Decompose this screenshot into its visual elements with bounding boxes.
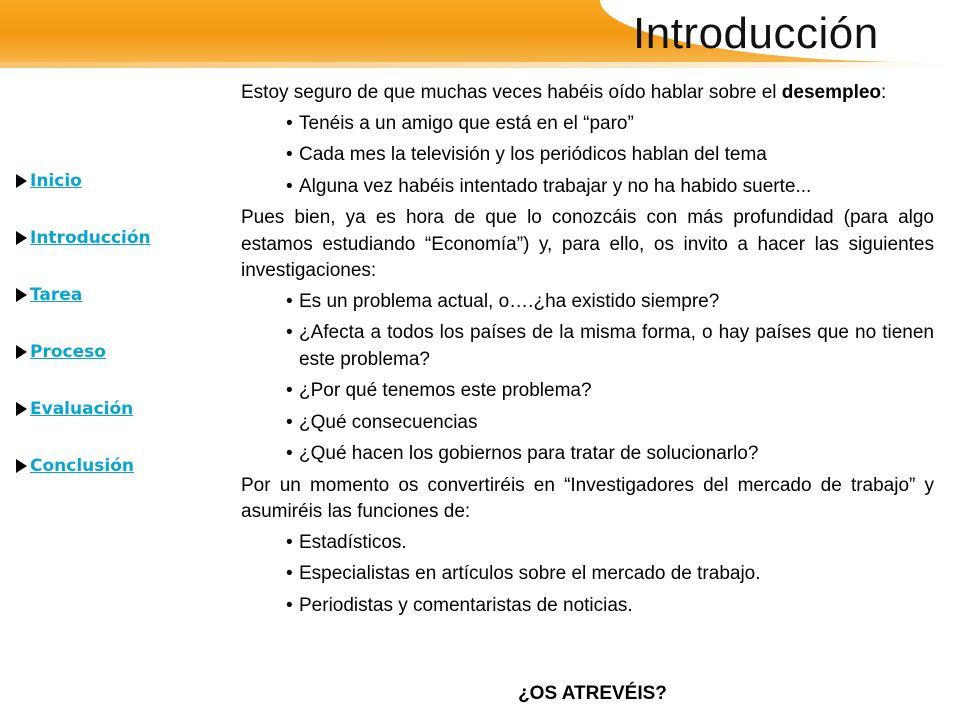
questions-list bbox=[241, 289, 934, 468]
list-item-text: • Alguna vez habéis intentado trabajar y no ha habido suerte... bbox=[299, 175, 812, 197]
arrow-bullet-icon bbox=[16, 231, 27, 245]
list-item-text: • Tenéis a un amigo que está en el “paro” bbox=[299, 112, 634, 134]
nav-link-evaluacion[interactable]: Evaluación bbox=[30, 398, 134, 419]
list-item bbox=[241, 174, 934, 201]
list-item-text: • Periodistas y comentaristas de noticias. bbox=[299, 594, 633, 616]
intro-tail: : bbox=[881, 82, 887, 103]
list-item-text: • ¿Qué consecuencias bbox=[299, 411, 478, 433]
list-item-text: • Estadísticos. bbox=[299, 531, 407, 553]
nav-link-tarea[interactable]: Tarea bbox=[30, 284, 83, 305]
list-item bbox=[241, 320, 934, 373]
closing-question: ¿OS ATREVÉIS? bbox=[518, 683, 667, 704]
list-item-text: • ¿Por qué tenemos este problema? bbox=[299, 380, 592, 401]
experience-list bbox=[241, 111, 934, 201]
arrow-bullet-icon bbox=[16, 288, 27, 302]
roles-paragraph: Por un momento os convertiréis en “Investigadores del mercado de trabajo” y asumiréis las funciones de: bbox=[241, 474, 934, 522]
arrow-bullet-icon bbox=[16, 402, 27, 416]
nav-item-inicio[interactable] bbox=[16, 152, 216, 209]
nav-link-proceso[interactable]: Proceso bbox=[30, 341, 106, 362]
sidebar-nav bbox=[16, 152, 216, 494]
header-rule bbox=[0, 62, 960, 68]
roles-list bbox=[241, 530, 934, 620]
nav-link-introduccion[interactable]: Introducción bbox=[30, 227, 151, 248]
nav-item-proceso[interactable] bbox=[16, 323, 216, 380]
intro-text: Estoy seguro de que muchas veces habéis oído hablar sobre el bbox=[241, 82, 782, 103]
intro-bold: desempleo bbox=[781, 82, 882, 103]
main-content bbox=[241, 80, 934, 624]
arrow-bullet-icon bbox=[16, 459, 27, 473]
investigation-paragraph: Pues bien, ya es hora de que lo conozcáis con más profundidad (para algo estamos estudiando “Economía”) y, para ello, os invito a hacer las siguientes investigaciones: bbox=[241, 207, 934, 281]
list-item bbox=[241, 378, 934, 405]
list-item bbox=[241, 410, 934, 437]
nav-link-conclusion[interactable]: Conclusión bbox=[30, 455, 134, 476]
list-item-text: • ¿Afecta a todos los países de la misma forma, o hay países que no tienen este problema? bbox=[299, 322, 934, 370]
list-item bbox=[241, 530, 934, 557]
arrow-bullet-icon bbox=[16, 345, 27, 359]
intro-paragraph bbox=[241, 80, 934, 107]
nav-item-introduccion[interactable] bbox=[16, 209, 216, 266]
list-item-text: • Es un problema actual, o….¿ha existido siempre? bbox=[299, 290, 720, 312]
page-title: Introducción bbox=[633, 9, 879, 58]
nav-item-conclusion[interactable] bbox=[16, 437, 216, 494]
list-item bbox=[241, 593, 934, 620]
list-item bbox=[241, 142, 934, 169]
list-item bbox=[241, 289, 934, 316]
nav-link-inicio[interactable]: Inicio bbox=[30, 170, 82, 191]
nav-item-tarea[interactable] bbox=[16, 266, 216, 323]
list-item bbox=[241, 561, 934, 588]
arrow-bullet-icon bbox=[16, 174, 27, 188]
list-item-text: • Especialistas en artículos sobre el mercado de trabajo. bbox=[299, 563, 761, 584]
nav-item-evaluacion[interactable] bbox=[16, 380, 216, 437]
list-item-text: • ¿Qué hacen los gobiernos para tratar de solucionarlo? bbox=[299, 443, 759, 464]
list-item bbox=[241, 441, 934, 468]
list-item bbox=[241, 111, 934, 138]
list-item-text: • Cada mes la televisión y los periódicos hablan del tema bbox=[299, 144, 767, 165]
